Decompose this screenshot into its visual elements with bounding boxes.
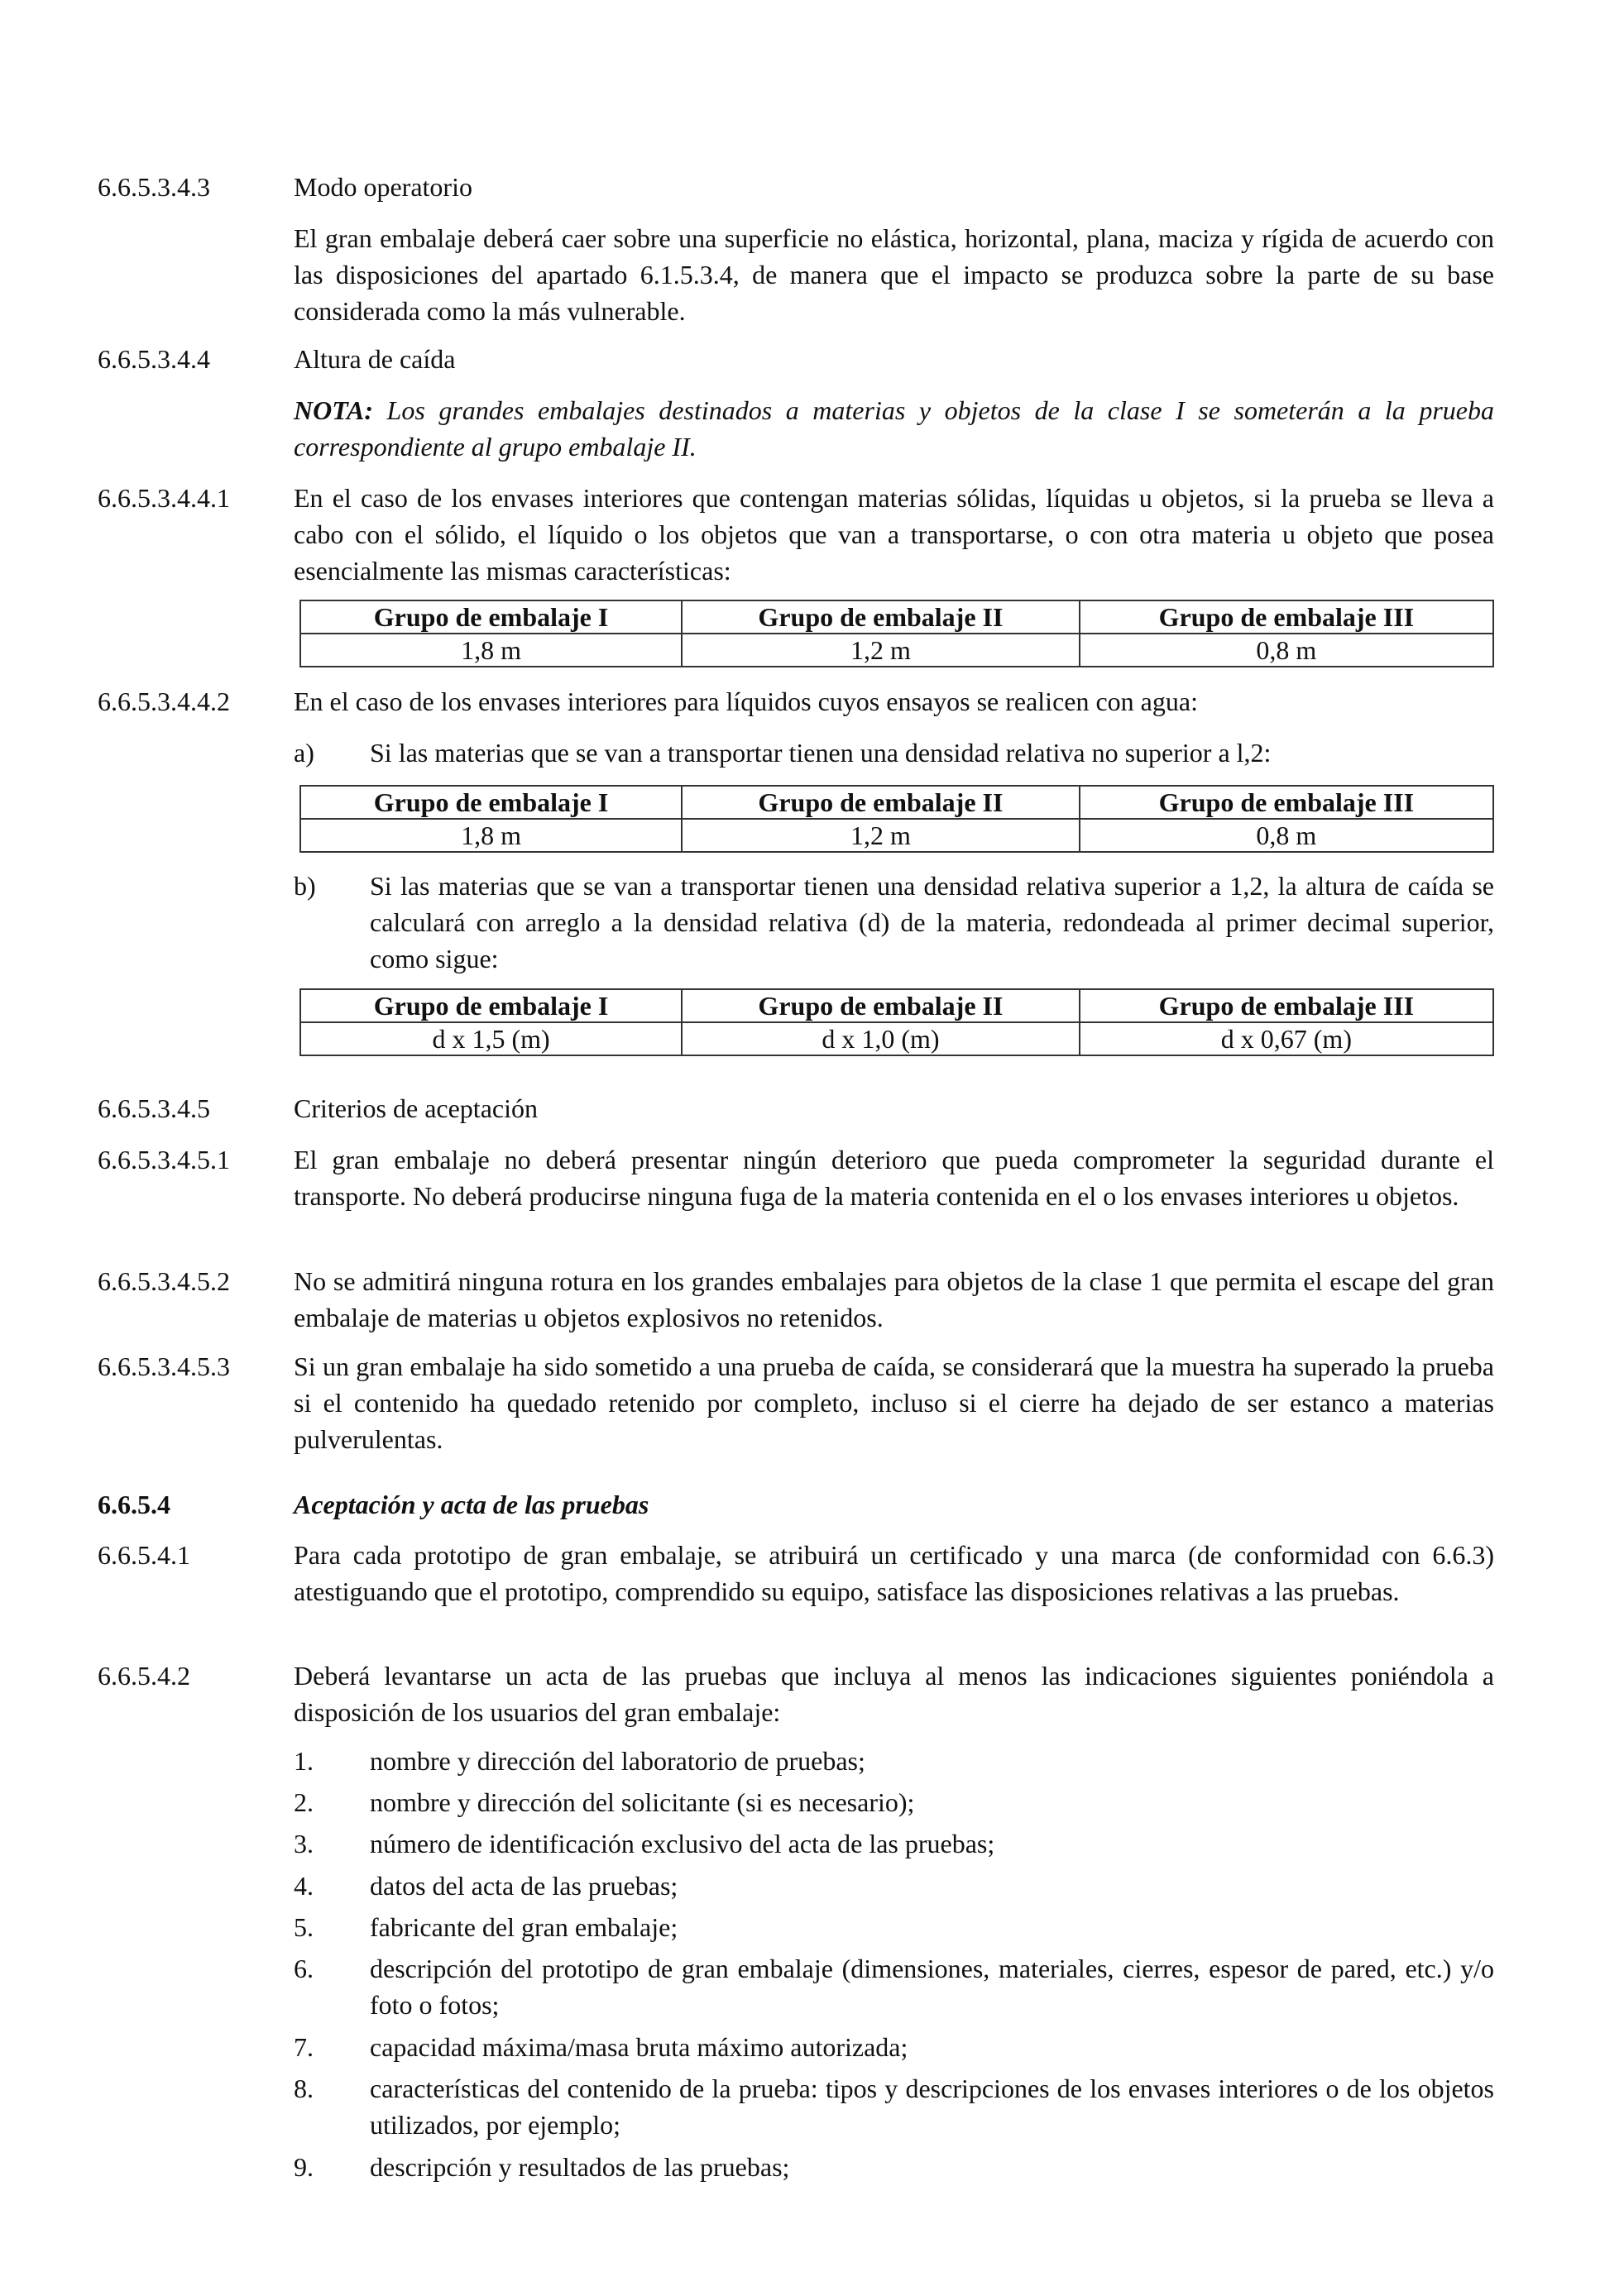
- list-marker: 3.: [294, 1829, 314, 1858]
- list-marker: 4.: [294, 1871, 314, 1901]
- table-row: [300, 1022, 1493, 1055]
- section-number: 6.6.5.4.2: [98, 1661, 190, 1691]
- paragraph: [98, 1348, 1494, 1457]
- table-cell: d x 1,5 (m): [300, 1022, 682, 1055]
- table-header-cell: Grupo de embalaje I: [300, 989, 682, 1022]
- list-item-text: descripción y resultados de las pruebas;: [370, 2152, 790, 2182]
- paragraph: [98, 480, 1494, 589]
- list-item: [294, 734, 1494, 771]
- table-header-cell: Grupo de embalaje II: [682, 786, 1080, 819]
- list-marker: 8.: [294, 2074, 314, 2103]
- table-cell: 1,8 m: [300, 634, 682, 667]
- table-header-cell: Grupo de embalaje III: [1080, 989, 1493, 1022]
- paragraph: [98, 683, 1494, 720]
- table-header-cell: Grupo de embalaje III: [1080, 600, 1493, 634]
- section-title: Modo operatorio: [294, 172, 472, 202]
- paragraph-text: Deberá levantarse un acta de las pruebas que incluya al menos las indicaciones siguientes poniéndola a disposición de los usuarios del gran embalaje:: [294, 1661, 1494, 1727]
- list-item-text: descripción del prototipo de gran embalaje (dimensiones, materiales, cierres, espesor de pared, etc.) y/o foto o fotos;: [370, 1954, 1494, 2020]
- note-text: Los grandes embalajes destinados a materias y objetos de la clase I se someterán a la prueba correspondiente al grupo embalaje II.: [294, 395, 1494, 462]
- list-item: [294, 2029, 1494, 2065]
- paragraph-text: En el caso de los envases interiores para líquidos cuyos ensayos se realicen con agua:: [294, 686, 1198, 716]
- list-item: [294, 2149, 1494, 2185]
- paragraph: [98, 1537, 1494, 1610]
- note: [98, 392, 1494, 465]
- table-header-cell: Grupo de embalaje I: [300, 786, 682, 819]
- table-row: [300, 634, 1493, 667]
- section-number: 6.6.5.3.4.5.3: [98, 1351, 230, 1381]
- table-header-cell: Grupo de embalaje II: [682, 989, 1080, 1022]
- list-marker: 1.: [294, 1746, 314, 1776]
- paragraph-text: Para cada prototipo de gran embalaje, se atribuirá un certificado y una marca (de conformidad con 6.6.3) atestiguando que el prototipo, comprendido su equipo, satisface las disposiciones relativas a las pruebas.: [294, 1540, 1494, 1606]
- drop-height-table: [299, 988, 1494, 1056]
- list-item: [294, 1825, 1494, 1862]
- section-number: 6.6.5.4: [98, 1490, 170, 1519]
- paragraph: [98, 220, 1494, 329]
- paragraph-text: El gran embalaje no deberá presentar ningún deterioro que pueda comprometer la seguridad durante el transporte. No deberá producirse ninguna fuga de la materia contenida en el o los envases interiores u objetos.: [294, 1145, 1494, 1211]
- list-item-text: Si las materias que se van a transportar tienen una densidad relativa superior a 1,2, la altura de caída se calculará con arreglo a la densidad relativa (d) de la materia, redondeada al primer decimal superior, como sigue:: [370, 871, 1494, 973]
- list-marker: 2.: [294, 1787, 314, 1817]
- list-item-text: características del contenido de la prueba: tipos y descripciones de los envases interiores o de los objetos utilizados, por ejemplo;: [370, 2074, 1494, 2140]
- section-heading: [98, 1486, 1494, 1523]
- section-title: Altura de caída: [294, 344, 456, 374]
- section-heading: [98, 1090, 1494, 1126]
- paragraph-text: En el caso de los envases interiores que contengan materias sólidas, líquidas u objetos, si la prueba se lleva a cabo con el sólido, el líquido o los objetos que van a transportarse, o con otra materia u objeto que posea esencialmente las mismas características:: [294, 483, 1494, 586]
- list-marker: 6.: [294, 1954, 314, 1983]
- paragraph-text: El gran embalaje deberá caer sobre una superficie no elástica, horizontal, plana, maciza y rígida de acuerdo con las disposiciones del apartado 6.1.5.3.4, de manera que el impacto se produzca sobre la parte de su base considerada como la más vulnerable.: [294, 223, 1494, 326]
- table-cell: d x 1,0 (m): [682, 1022, 1080, 1055]
- drop-height-table: [299, 600, 1494, 667]
- section-title: Aceptación y acta de las pruebas: [294, 1490, 649, 1519]
- table-cell: 1,8 m: [300, 819, 682, 852]
- drop-height-table: [299, 785, 1494, 853]
- list-item: [294, 868, 1494, 977]
- section-number: 6.6.5.4.1: [98, 1540, 190, 1570]
- list-marker: 7.: [294, 2032, 314, 2062]
- table-row: [300, 819, 1493, 852]
- list-marker: 5.: [294, 1912, 314, 1942]
- table-header-cell: Grupo de embalaje II: [682, 600, 1080, 634]
- section-title: Criterios de aceptación: [294, 1093, 538, 1123]
- section-heading: [98, 341, 1494, 377]
- list-item-text: nombre y dirección del laboratorio de pruebas;: [370, 1746, 865, 1776]
- table-header-row: [300, 600, 1493, 634]
- list-item: [294, 1743, 1494, 1779]
- section-number: 6.6.5.3.4.4: [98, 344, 210, 374]
- table-header-cell: Grupo de embalaje I: [300, 600, 682, 634]
- list-item-text: número de identificación exclusivo del acta de las pruebas;: [370, 1829, 995, 1858]
- paragraph: [98, 1141, 1494, 1214]
- section-number: 6.6.5.3.4.5: [98, 1093, 210, 1123]
- table-cell: 0,8 m: [1080, 634, 1493, 667]
- list-item-text: capacidad máxima/masa bruta máximo autorizada;: [370, 2032, 908, 2062]
- list-marker: a): [294, 738, 314, 768]
- list-item: [294, 1909, 1494, 1945]
- note-label: NOTA:: [294, 395, 373, 425]
- list-marker: b): [294, 871, 316, 901]
- table-header-row: [300, 786, 1493, 819]
- paragraph-text: No se admitirá ninguna rotura en los grandes embalajes para objetos de la clase 1 que permita el escape del gran embalaje de materias u objetos explosivos no retenidos.: [294, 1266, 1494, 1332]
- table-header-cell: Grupo de embalaje III: [1080, 786, 1493, 819]
- list-item: [294, 2070, 1494, 2143]
- list-item-text: datos del acta de las pruebas;: [370, 1871, 678, 1901]
- table-cell: d x 0,67 (m): [1080, 1022, 1493, 1055]
- list-item: [294, 1784, 1494, 1820]
- list-marker: 9.: [294, 2152, 314, 2182]
- section-number: 6.6.5.3.4.4.1: [98, 483, 230, 513]
- paragraph: [98, 1263, 1494, 1336]
- list-item-text: nombre y dirección del solicitante (si es necesario);: [370, 1787, 915, 1817]
- list-item-text: Si las materias que se van a transportar tienen una densidad relativa no superior a l,2:: [370, 738, 1272, 768]
- section-number: 6.6.5.3.4.5.2: [98, 1266, 230, 1296]
- paragraph-text: Si un gran embalaje ha sido sometido a una prueba de caída, se considerará que la muestra ha superado la prueba si el contenido ha quedado retenido por completo, incluso si el cierre ha dejado de ser estanco a materias pulverulentas.: [294, 1351, 1494, 1454]
- list-item-text: fabricante del gran embalaje;: [370, 1912, 678, 1942]
- table-cell: 1,2 m: [682, 634, 1080, 667]
- table-cell: 1,2 m: [682, 819, 1080, 852]
- table-cell: 0,8 m: [1080, 819, 1493, 852]
- list-item: [294, 1950, 1494, 2023]
- section-number: 6.6.5.3.4.5.1: [98, 1145, 230, 1174]
- section-number: 6.6.5.3.4.3: [98, 172, 210, 202]
- section-heading: [98, 169, 1494, 205]
- paragraph: [98, 1657, 1494, 1730]
- list-item: [294, 1868, 1494, 1904]
- section-number: 6.6.5.3.4.4.2: [98, 686, 230, 716]
- table-header-row: [300, 989, 1493, 1022]
